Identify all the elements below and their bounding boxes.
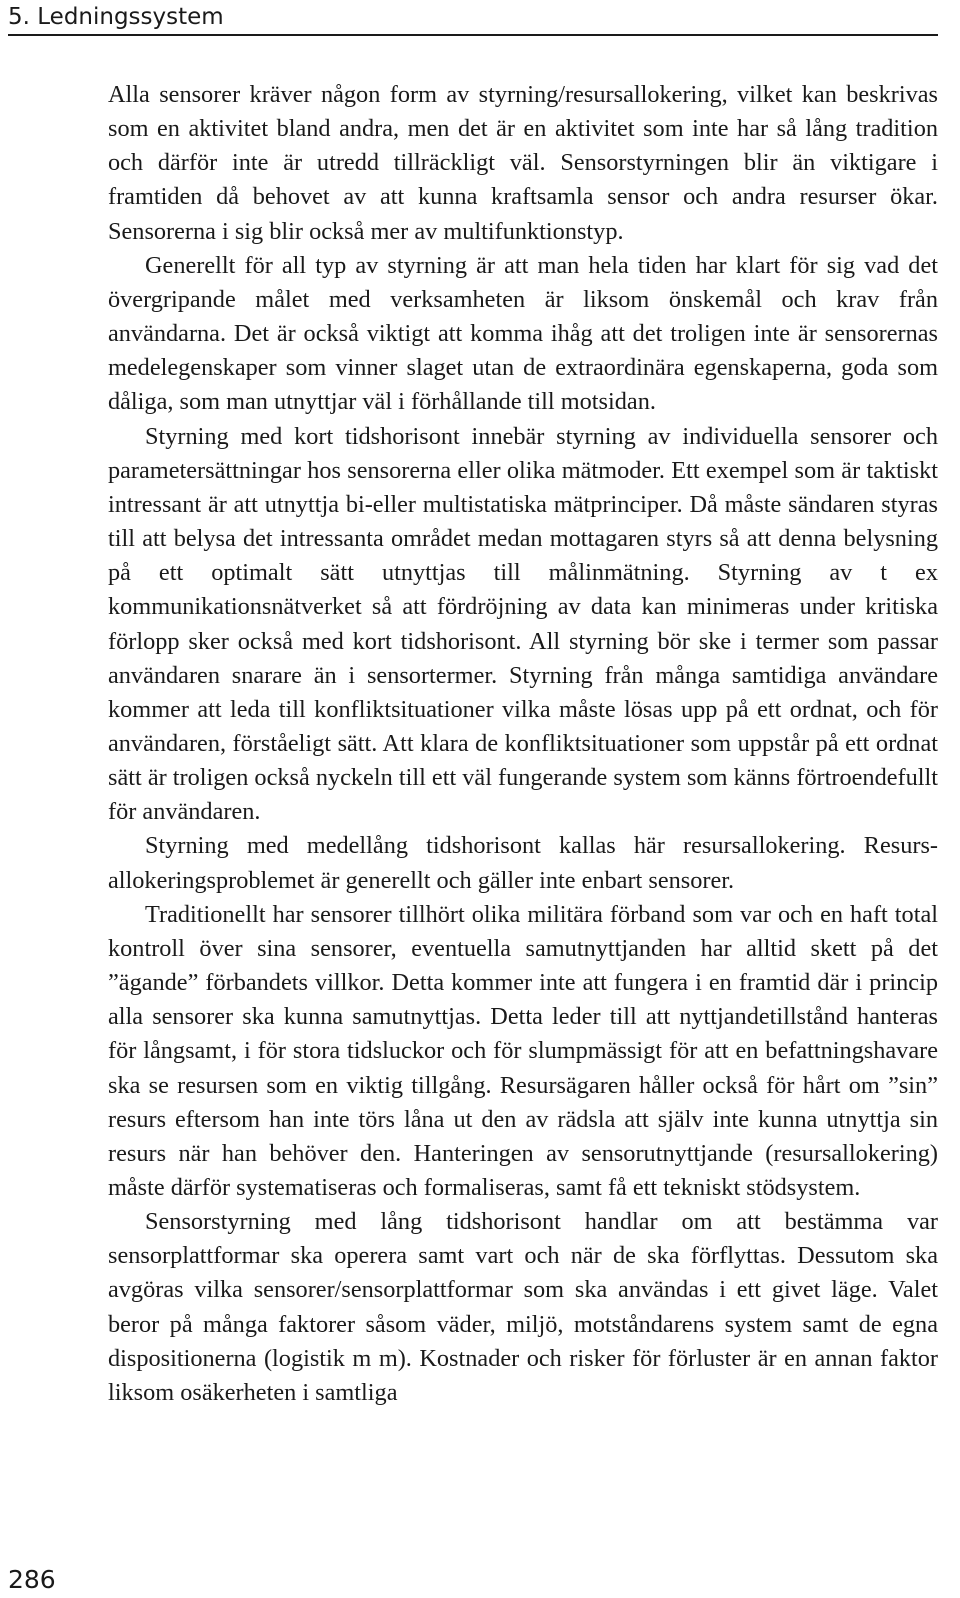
paragraph: Styrning med medellång tidshorisont kallas här resursallokering. Resursallokeringsproblemet är generellt och gäller inte enbart sensorer. bbox=[108, 832, 938, 894]
paragraph: Generellt för all typ av styrning är att man hela tiden har klart för sig vad det övergripande målet med verksamheten är liksom önskemål och krav från användarna. Det är också viktigt att komma ihåg att det troligen inte är sensorernas medelegenskaper som vinner slaget utan de extraordinära egenskaperna, goda som dåliga, som man utnyttjar väl i förhållande till motsidan. bbox=[108, 251, 938, 416]
paragraph: Traditionellt har sensorer tillhört olika militära förband som var och en haft total kontroll över sina sensorer, eventuella samutnyttjanden har alltid skett på det ”ägande” förbandets villkor. Detta kommer inte att fungera i en framtid där i princip alla sensorer ska kunna samutnyttjas. Detta leder till att nyttjandetillstånd hanteras för långsamt, i för stora tidsluckor och för slumpmässigt för att en befattningshavare ska se resursen som en viktig tillgång. Resursägaren håller också för hårt om ”sin” resurs eftersom han inte törs låna ut den av rädsla att själv inte kunna utnyttja sin resurs när han behöver den. Hanteringen av sensorutnyttjande (resursallokering) måste därför systematiseras och formaliseras, samt få ett tekniskt stödsystem. bbox=[108, 900, 938, 1201]
chapter-title: 5. Ledningssystem bbox=[8, 4, 224, 30]
body-text bbox=[108, 78, 938, 1410]
paragraph: Alla sensorer kräver någon form av styrning/resursallokering, vilket kan beskrivas som en aktivitet bland andra, men det är en aktivitet som inte har så lång tradition och därför inte är utredd tillräckligt väl. Sensorstyrningen blir än viktigare i framtiden då behovet av att kunna kraftsamla sensor och andra resurser ökar. Sensorerna i sig blir också mer av multifunktionstyp. bbox=[108, 81, 938, 245]
page-number: 286 bbox=[8, 1565, 56, 1594]
running-header bbox=[8, 0, 938, 36]
paragraph: Sensorstyrning med lång tidshorisont handlar om att bestämma var sensorplattformar ska operera samt vart och när de ska förflyttas. Dessutom ska avgöras vilka sensorer/sensorplattformar som ska användas i ett givet läge. Valet beror på många faktorer såsom väder, miljö, motståndarens system samt de egna dispositionerna (logistik m m). Kostnader och risker för förluster är en annan faktor liksom osäkerheten i samtliga bbox=[108, 1208, 938, 1406]
paragraph: Styrning med kort tidshorisont innebär styrning av individuella sensorer och parametersättningar hos sensorerna eller olika mätmoder. Ett exempel som är taktiskt intressant är att utnyttja bi-eller multistatiska mätprinciper. Då måste sändaren styras till att belysa det intressanta området medan mottagaren styrs så att denna belysning på ett optimalt sätt utnyttjas till målinmätning. Styrning av t ex kommunikationsnätverket så att fördröjning av data kan minimeras under kritiska förlopp sker också med kort tidshorisont. All styrning bör ske i termer som passar användaren snarare än i sensortermer. Styrning från många samtidiga användare kommer att leda till konfliktsituationer vilka måste lösas upp på ett ordnat, och för användaren, förståeligt sätt. Att klara de konfliktsituationer som uppstår på ett ordnat sätt är troligen också nyckeln till ett väl fungerande system som känns förtroendefullt för användaren. bbox=[108, 422, 938, 826]
